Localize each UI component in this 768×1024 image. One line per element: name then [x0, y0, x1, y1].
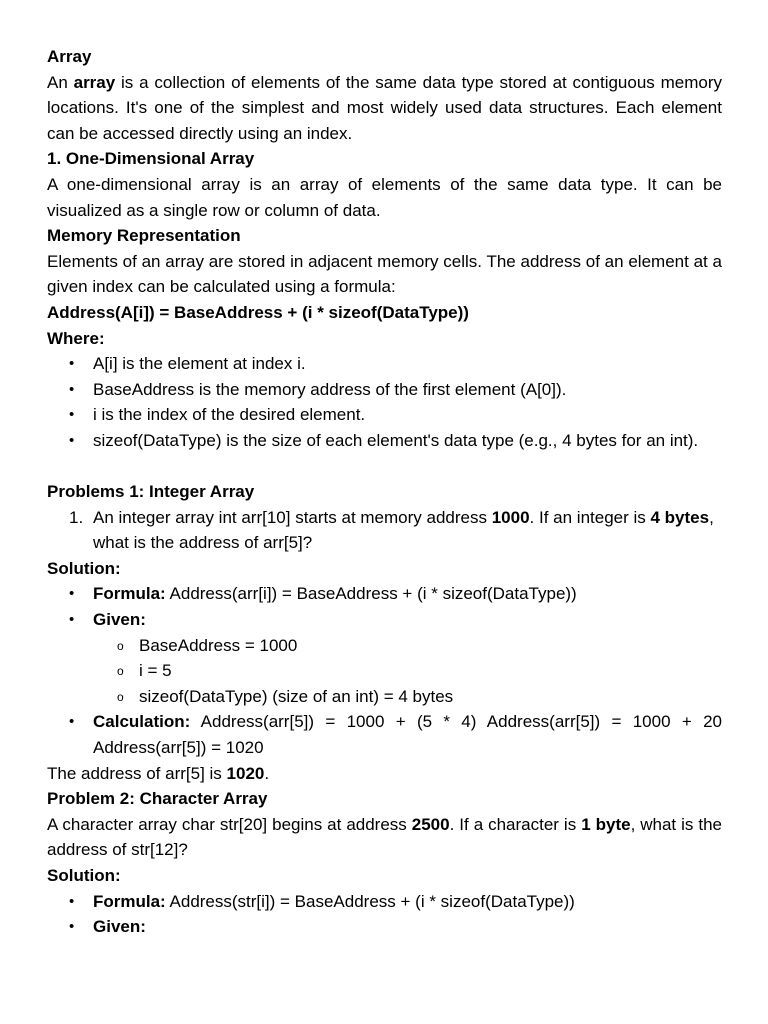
given-label: Given:	[93, 917, 146, 937]
list-item: o i = 5	[47, 658, 722, 684]
problem1-given-list	[47, 633, 722, 710]
list-item: • sizeof(DataType) is the size of each element's data type (e.g., 4 bytes for an int).	[47, 428, 722, 454]
list-item: • BaseAddress is the memory address of the first element (A[0]).	[47, 377, 722, 403]
formula-text: Address(str[i]) = BaseAddress + (i * sizeof(DataType))	[165, 891, 575, 911]
question-text: An integer array int arr[10] starts at memory address	[93, 507, 492, 527]
intro-text: An	[47, 72, 74, 92]
spacer	[47, 454, 722, 480]
list-item	[47, 889, 722, 915]
problem1-heading: Problems 1: Integer Array	[47, 482, 255, 502]
formula-label: Formula:	[93, 891, 166, 911]
list-number: 1.	[69, 507, 84, 527]
one-dim-paragraph: A one-dimensional array is an array of elements of the same data type. It can be visualized as a single row or column of data.	[47, 174, 722, 220]
document-page	[47, 44, 722, 940]
list-item: o BaseAddress = 1000	[47, 633, 722, 659]
calculation-label: Calculation:	[93, 712, 191, 732]
one-dim-heading: 1. One-Dimensional Array	[47, 149, 255, 169]
memory-heading: Memory Representation	[47, 226, 241, 246]
intro-bold-term: array	[73, 72, 116, 92]
answer-value: 1020	[226, 763, 265, 783]
list-item	[47, 607, 722, 633]
memory-paragraph: Elements of an array are stored in adjacent memory cells. The address of an element at a given index can be calculated using a formula:	[47, 251, 722, 297]
problem1-solution-label: Solution:	[47, 558, 121, 578]
problem1-solution-list	[47, 581, 722, 632]
list-item	[47, 581, 722, 607]
list-item: • i is the index of the desired element.	[47, 402, 722, 428]
formula-label: Formula:	[93, 584, 166, 604]
list-item: • A[i] is the element at index i.	[47, 351, 722, 377]
address-formula: Address(A[i]) = BaseAddress + (i * sizeof(DataType))	[47, 302, 469, 322]
calculation-text: Address(arr[5]) = 1000 + (5 * 4) Address(arr[5]) = 1000 + 20 Address(arr[5]) = 1020	[93, 712, 722, 758]
question-text: . If an integer is	[529, 507, 651, 527]
answer-text: The address of arr[5] is	[47, 763, 227, 783]
formula-text: Address(arr[i]) = BaseAddress + (i * sizeof(DataType))	[165, 584, 577, 604]
problem2-question	[47, 812, 722, 863]
problem2-heading: Problem 2: Character Array	[47, 789, 268, 809]
question-text: . If a character is	[449, 814, 582, 834]
question-text: , what is the address of str[12]?	[47, 814, 722, 860]
list-item: o sizeof(DataType) (size of an int) = 4 bytes	[47, 684, 722, 710]
question-text: , what is the address of arr[5]?	[93, 507, 714, 553]
question-bold-value: 1 byte	[581, 814, 631, 834]
problem1-calculation-list	[47, 709, 722, 760]
list-item	[47, 709, 722, 760]
problem1-answer	[47, 761, 722, 787]
where-list	[47, 351, 722, 453]
intro-paragraph	[47, 70, 722, 147]
question-bold-value: 2500	[411, 814, 450, 834]
problem1-question-list	[47, 505, 722, 556]
list-item	[47, 914, 722, 940]
problem2-solution-label: Solution:	[47, 866, 121, 885]
problem1-question	[47, 505, 722, 556]
question-text: A character array char str[20] begins at address	[47, 814, 412, 834]
answer-text: .	[264, 763, 270, 783]
intro-text-rest: is a collection of elements of the same data type stored at contiguous memory locations. It's one of the simplest and most widely used data structures. Each element can be accessed directly using an index.	[47, 72, 722, 143]
where-label: Where:	[47, 328, 105, 348]
given-label: Given:	[93, 610, 146, 630]
question-bold-value: 4 bytes	[650, 507, 710, 527]
problem2-solution-list	[47, 889, 722, 940]
question-bold-value: 1000	[491, 507, 530, 527]
doc-title: Array	[47, 47, 92, 66]
